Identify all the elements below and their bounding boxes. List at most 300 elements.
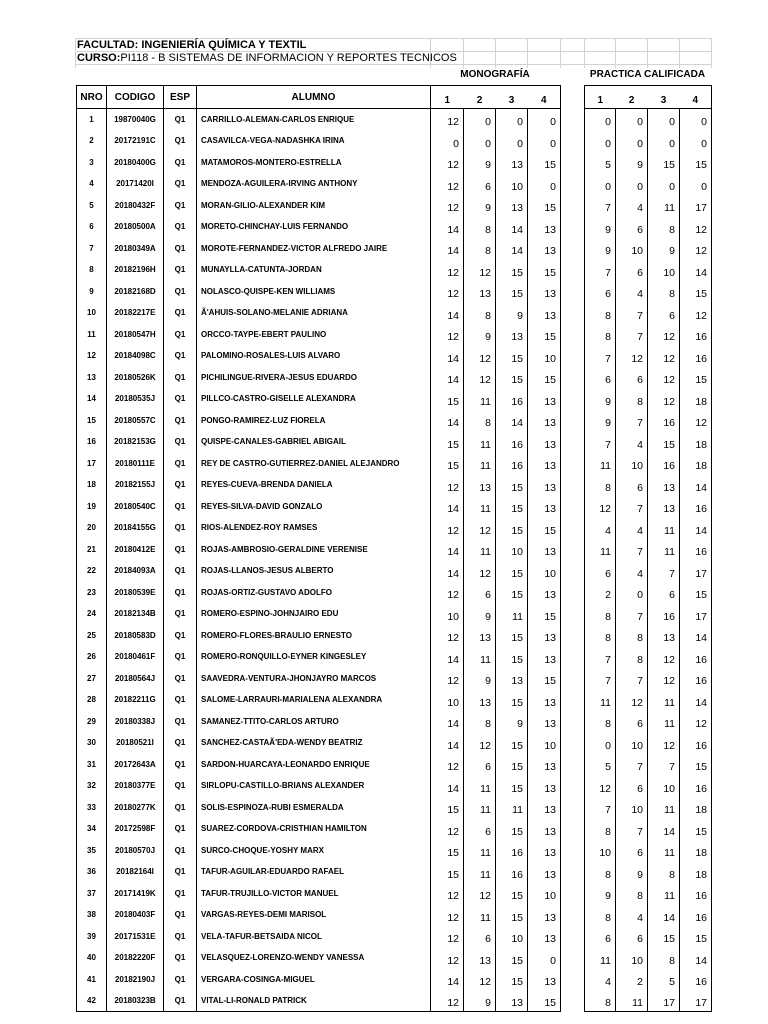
esp-cell: Q1: [164, 689, 197, 711]
practica-score-2: 7: [616, 324, 648, 346]
practica-score-2: 12: [616, 345, 648, 367]
practica-score-1: 8: [585, 861, 616, 883]
monografia-row: [431, 302, 561, 324]
monografia-score-3: 16: [496, 453, 528, 475]
student-row: [77, 883, 431, 905]
nro-cell: 1: [77, 109, 107, 131]
monografia-score-1: 15: [431, 861, 464, 883]
alumno-cell: MORETO-CHINCHAY-LUIS FERNANDO: [197, 216, 431, 238]
practica-row: [585, 345, 712, 367]
nro-cell: 26: [77, 646, 107, 668]
esp-cell: Q1: [164, 517, 197, 539]
monografia-row: [431, 238, 561, 260]
monografia-row: [431, 517, 561, 539]
student-row: [77, 431, 431, 453]
alumno-cell: MATAMOROS-MONTERO-ESTRELLA: [197, 152, 431, 174]
monografia-row: [431, 990, 561, 1012]
practica-score-2: 4: [616, 904, 648, 926]
practica-score-4: 15: [680, 152, 712, 174]
prac-col-4: 4: [680, 86, 712, 109]
nro-cell: 36: [77, 861, 107, 883]
monografia-score-3: 13: [496, 195, 528, 217]
esp-cell: Q1: [164, 560, 197, 582]
monografia-score-2: 13: [464, 947, 496, 969]
practica-score-1: 0: [585, 130, 616, 152]
practica-row: [585, 560, 712, 582]
col-alumno: ALUMNO: [197, 86, 431, 109]
practica-row: [585, 969, 712, 991]
student-row: [77, 969, 431, 991]
monografia-score-3: 15: [496, 883, 528, 905]
faculty-line: [77, 39, 306, 51]
monografia-score-4: 0: [528, 947, 561, 969]
codigo-cell: 20180338J: [107, 711, 164, 733]
practica-score-1: 0: [585, 732, 616, 754]
monografia-row: [431, 840, 561, 862]
esp-cell: Q1: [164, 324, 197, 346]
practica-score-3: 12: [648, 345, 680, 367]
monografia-row: [431, 496, 561, 518]
monografia-score-3: 15: [496, 496, 528, 518]
alumno-cell: MUNAYLLA-CATUNTA-JORDAN: [197, 259, 431, 281]
monografia-score-4: 10: [528, 732, 561, 754]
student-row: [77, 238, 431, 260]
practica-score-4: 18: [680, 453, 712, 475]
monografia-score-4: 15: [528, 603, 561, 625]
practica-score-4: 16: [680, 904, 712, 926]
practica-score-2: 10: [616, 238, 648, 260]
practica-row: [585, 173, 712, 195]
student-table: [76, 85, 431, 1012]
monografia-score-3: 15: [496, 818, 528, 840]
practica-score-1: 12: [585, 775, 616, 797]
practica-score-4: 17: [680, 195, 712, 217]
practica-score-2: 0: [616, 582, 648, 604]
monografia-row: [431, 539, 561, 561]
practica-score-1: 5: [585, 754, 616, 776]
codigo-cell: 20180570J: [107, 840, 164, 862]
practica-score-4: 12: [680, 238, 712, 260]
practica-score-3: 16: [648, 410, 680, 432]
monografia-score-3: 15: [496, 281, 528, 303]
codigo-cell: 20171420I: [107, 173, 164, 195]
monografia-score-3: 16: [496, 840, 528, 862]
monografia-row: [431, 754, 561, 776]
practica-score-3: 0: [648, 173, 680, 195]
practica-score-3: 12: [648, 388, 680, 410]
practica-score-4: 15: [680, 926, 712, 948]
practica-score-3: 5: [648, 969, 680, 991]
monografia-header-row: [431, 86, 561, 109]
practica-score-3: 13: [648, 496, 680, 518]
monografia-score-3: 15: [496, 969, 528, 991]
esp-cell: Q1: [164, 840, 197, 862]
monografia-score-4: 13: [528, 904, 561, 926]
practica-score-1: 0: [585, 109, 616, 131]
monografia-row: [431, 281, 561, 303]
student-row: [77, 517, 431, 539]
practica-score-4: 15: [680, 754, 712, 776]
alumno-cell: MOROTE-FERNANDEZ-VICTOR ALFREDO JAIRE: [197, 238, 431, 260]
esp-cell: Q1: [164, 388, 197, 410]
monografia-score-4: 13: [528, 689, 561, 711]
practica-score-4: 16: [680, 969, 712, 991]
esp-cell: Q1: [164, 754, 197, 776]
practica-row: [585, 689, 712, 711]
practica-score-2: 7: [616, 302, 648, 324]
nro-cell: 31: [77, 754, 107, 776]
monografia-row: [431, 195, 561, 217]
practica-score-3: 7: [648, 754, 680, 776]
monografia-score-1: 12: [431, 883, 464, 905]
esp-cell: Q1: [164, 431, 197, 453]
student-row: [77, 926, 431, 948]
monografia-score-1: 10: [431, 603, 464, 625]
practica-row: [585, 539, 712, 561]
esp-cell: Q1: [164, 969, 197, 991]
monografia-score-3: 15: [496, 689, 528, 711]
student-row: [77, 711, 431, 733]
monografia-row: [431, 410, 561, 432]
esp-cell: Q1: [164, 259, 197, 281]
student-row: [77, 797, 431, 819]
student-row: [77, 990, 431, 1012]
practica-score-3: 6: [648, 582, 680, 604]
alumno-cell: ROMERO-RONQUILLO-EYNER KINGESLEY: [197, 646, 431, 668]
practica-row: [585, 883, 712, 905]
student-row: [77, 195, 431, 217]
grid-line: [75, 38, 76, 68]
practica-score-1: 8: [585, 603, 616, 625]
monografia-score-1: 14: [431, 496, 464, 518]
practica-score-2: 4: [616, 560, 648, 582]
nro-cell: 3: [77, 152, 107, 174]
nro-cell: 40: [77, 947, 107, 969]
student-row: [77, 496, 431, 518]
esp-cell: Q1: [164, 539, 197, 561]
student-row: [77, 453, 431, 475]
esp-cell: Q1: [164, 410, 197, 432]
monografia-score-1: 12: [431, 474, 464, 496]
practica-score-1: 5: [585, 152, 616, 174]
monografia-score-1: 14: [431, 732, 464, 754]
monografia-row: [431, 431, 561, 453]
codigo-cell: 20182196H: [107, 259, 164, 281]
practica-row: [585, 732, 712, 754]
practica-score-3: 0: [648, 130, 680, 152]
practica-row: [585, 990, 712, 1012]
monografia-score-2: 8: [464, 216, 496, 238]
nro-cell: 29: [77, 711, 107, 733]
practica-row: [585, 818, 712, 840]
practica-score-3: 12: [648, 324, 680, 346]
practica-score-3: 10: [648, 775, 680, 797]
nro-cell: 5: [77, 195, 107, 217]
monografia-score-1: 12: [431, 947, 464, 969]
practica-score-4: 16: [680, 646, 712, 668]
practica-score-1: 6: [585, 560, 616, 582]
alumno-cell: QUISPE-CANALES-GABRIEL ABIGAIL: [197, 431, 431, 453]
codigo-cell: 20180557C: [107, 410, 164, 432]
student-row: [77, 689, 431, 711]
monografia-score-1: 14: [431, 302, 464, 324]
grid-line: [615, 38, 616, 68]
practica-score-1: 11: [585, 539, 616, 561]
monografia-score-3: 10: [496, 926, 528, 948]
monografia-score-4: 13: [528, 453, 561, 475]
monografia-score-2: 11: [464, 496, 496, 518]
monografia-row: [431, 367, 561, 389]
monografia-score-4: 13: [528, 646, 561, 668]
student-row: [77, 603, 431, 625]
monografia-score-4: 13: [528, 818, 561, 840]
practica-row: [585, 388, 712, 410]
practica-score-3: 14: [648, 818, 680, 840]
monografia-score-2: 13: [464, 474, 496, 496]
monografia-score-2: 11: [464, 388, 496, 410]
monografia-score-4: 13: [528, 775, 561, 797]
practica-score-1: 9: [585, 883, 616, 905]
practica-header-row: [585, 86, 712, 109]
practica-score-1: 8: [585, 711, 616, 733]
monografia-score-3: 15: [496, 259, 528, 281]
monografia-row: [431, 818, 561, 840]
student-row: [77, 474, 431, 496]
monografia-row: [431, 603, 561, 625]
practica-score-4: 14: [680, 689, 712, 711]
practica-score-2: 4: [616, 517, 648, 539]
monografia-score-3: 15: [496, 560, 528, 582]
nro-cell: 28: [77, 689, 107, 711]
practica-score-4: 0: [680, 109, 712, 131]
practica-score-4: 15: [680, 281, 712, 303]
student-row: [77, 302, 431, 324]
practica-score-4: 17: [680, 990, 712, 1012]
alumno-cell: ROJAS-LLANOS-JESUS ALBERTO: [197, 560, 431, 582]
monografia-score-3: 11: [496, 797, 528, 819]
student-row: [77, 625, 431, 647]
monografia-score-4: 0: [528, 109, 561, 131]
monografia-score-4: 13: [528, 410, 561, 432]
mono-col-3: 3: [496, 86, 528, 109]
practica-score-2: 0: [616, 130, 648, 152]
practica-score-1: 7: [585, 259, 616, 281]
practica-score-1: 8: [585, 625, 616, 647]
practica-score-3: 15: [648, 152, 680, 174]
monografia-score-1: 12: [431, 259, 464, 281]
monografia-score-2: 6: [464, 754, 496, 776]
monografia-row: [431, 883, 561, 905]
practica-score-1: 7: [585, 431, 616, 453]
alumno-cell: SUAREZ-CORDOVA-CRISTHIAN HAMILTON: [197, 818, 431, 840]
student-header-row: [77, 86, 431, 109]
monografia-score-2: 12: [464, 883, 496, 905]
practica-score-4: 18: [680, 840, 712, 862]
practica-score-3: 11: [648, 539, 680, 561]
practica-row: [585, 797, 712, 819]
practica-score-3: 11: [648, 689, 680, 711]
monografia-score-1: 12: [431, 517, 464, 539]
practica-row: [585, 603, 712, 625]
alumno-cell: REY DE CASTRO-GUTIERREZ-DANIEL ALEJANDRO: [197, 453, 431, 475]
student-row: [77, 539, 431, 561]
monografia-score-4: 0: [528, 130, 561, 152]
nro-cell: 11: [77, 324, 107, 346]
alumno-cell: PICHILINGUE-RIVERA-JESUS EDUARDO: [197, 367, 431, 389]
practica-score-3: 15: [648, 431, 680, 453]
monografia-score-3: 14: [496, 238, 528, 260]
esp-cell: Q1: [164, 582, 197, 604]
student-row: [77, 754, 431, 776]
practica-score-2: 7: [616, 754, 648, 776]
esp-cell: Q1: [164, 152, 197, 174]
monografia-score-4: 13: [528, 496, 561, 518]
practica-row: [585, 947, 712, 969]
monografia-score-1: 12: [431, 926, 464, 948]
practica-score-4: 15: [680, 367, 712, 389]
practica-score-4: 18: [680, 797, 712, 819]
codigo-cell: 20180323B: [107, 990, 164, 1012]
course-label: CURSO:: [77, 52, 121, 64]
monografia-score-3: 15: [496, 904, 528, 926]
practica-row: [585, 926, 712, 948]
practica-score-1: 8: [585, 474, 616, 496]
alumno-cell: VELA-TAFUR-BETSAIDA NICOL: [197, 926, 431, 948]
monografia-row: [431, 582, 561, 604]
practica-score-3: 13: [648, 625, 680, 647]
course-value: PI118 - B SISTEMAS DE INFORMACION Y REPORTES TECNICOS: [120, 52, 457, 64]
alumno-cell: ROMERO-ESPINO-JOHNJAIRO EDU: [197, 603, 431, 625]
monografia-score-1: 12: [431, 818, 464, 840]
practica-score-1: 11: [585, 453, 616, 475]
monografia-score-2: 12: [464, 969, 496, 991]
codigo-cell: 20182211G: [107, 689, 164, 711]
codigo-cell: 20180535J: [107, 388, 164, 410]
monografia-score-2: 13: [464, 625, 496, 647]
monografia-score-3: 13: [496, 990, 528, 1012]
codigo-cell: 20184093A: [107, 560, 164, 582]
practica-score-3: 6: [648, 302, 680, 324]
practica-score-2: 6: [616, 216, 648, 238]
codigo-cell: 20172191C: [107, 130, 164, 152]
codigo-cell: 20180111E: [107, 453, 164, 475]
nro-cell: 25: [77, 625, 107, 647]
esp-cell: Q1: [164, 711, 197, 733]
student-row: [77, 560, 431, 582]
monografia-row: [431, 152, 561, 174]
practica-score-2: 10: [616, 732, 648, 754]
course-line: [77, 52, 457, 64]
monografia-row: [431, 345, 561, 367]
practica-score-3: 7: [648, 560, 680, 582]
monografia-score-1: 12: [431, 990, 464, 1012]
practica-score-4: 16: [680, 775, 712, 797]
monografia-score-3: 15: [496, 345, 528, 367]
student-row: [77, 324, 431, 346]
practica-score-2: 8: [616, 646, 648, 668]
alumno-cell: MENDOZA-AGUILERA-IRVING ANTHONY: [197, 173, 431, 195]
practica-score-4: 0: [680, 173, 712, 195]
practica-score-2: 10: [616, 797, 648, 819]
alumno-cell: VITAL-LI-RONALD PATRICK: [197, 990, 431, 1012]
prac-col-2: 2: [616, 86, 648, 109]
monografia-row: [431, 130, 561, 152]
practica-score-2: 0: [616, 109, 648, 131]
esp-cell: Q1: [164, 281, 197, 303]
monografia-score-1: 12: [431, 173, 464, 195]
alumno-cell: PALOMINO-ROSALES-LUIS ALVARO: [197, 345, 431, 367]
esp-cell: Q1: [164, 646, 197, 668]
practica-score-2: 10: [616, 453, 648, 475]
codigo-cell: 20182190J: [107, 969, 164, 991]
practica-score-2: 9: [616, 861, 648, 883]
codigo-cell: 20180400G: [107, 152, 164, 174]
mono-col-4: 4: [528, 86, 561, 109]
alumno-cell: NOLASCO-QUISPE-KEN WILLIAMS: [197, 281, 431, 303]
prac-col-3: 3: [648, 86, 680, 109]
practica-score-1: 6: [585, 367, 616, 389]
alumno-cell: REYES-CUEVA-BRENDA DANIELA: [197, 474, 431, 496]
practica-score-1: 4: [585, 969, 616, 991]
monografia-score-3: 15: [496, 367, 528, 389]
practica-score-2: 6: [616, 259, 648, 281]
nro-cell: 27: [77, 668, 107, 690]
esp-cell: Q1: [164, 668, 197, 690]
practica-score-4: 14: [680, 474, 712, 496]
monografia-score-2: 13: [464, 689, 496, 711]
practica-score-4: 18: [680, 431, 712, 453]
monografia-row: [431, 861, 561, 883]
col-codigo: CODIGO: [107, 86, 164, 109]
practica-score-1: 9: [585, 238, 616, 260]
monografia-score-3: 13: [496, 324, 528, 346]
monografia-score-3: 15: [496, 947, 528, 969]
alumno-cell: SARDON-HUARCAYA-LEONARDO ENRIQUE: [197, 754, 431, 776]
alumno-cell: MORAN-GILIO-ALEXANDER KIM: [197, 195, 431, 217]
practica-row: [585, 281, 712, 303]
alumno-cell: ROJAS-ORTIZ-GUSTAVO ADOLFO: [197, 582, 431, 604]
practica-score-4: 15: [680, 582, 712, 604]
monografia-score-1: 15: [431, 840, 464, 862]
practica-score-3: 8: [648, 947, 680, 969]
practica-score-3: 15: [648, 926, 680, 948]
student-row: [77, 109, 431, 131]
alumno-cell: ROJAS-AMBROSIO-GERALDINE VERENISE: [197, 539, 431, 561]
practica-row: [585, 861, 712, 883]
monografia-score-3: 0: [496, 130, 528, 152]
codigo-cell: 20171419K: [107, 883, 164, 905]
practica-score-1: 9: [585, 216, 616, 238]
practica-score-3: 9: [648, 238, 680, 260]
codigo-cell: 20180277K: [107, 797, 164, 819]
esp-cell: Q1: [164, 990, 197, 1012]
esp-cell: Q1: [164, 474, 197, 496]
alumno-cell: PONGO-RAMIREZ-LUZ FIORELA: [197, 410, 431, 432]
codigo-cell: 20182134B: [107, 603, 164, 625]
monografia-row: [431, 216, 561, 238]
alumno-cell: SANCHEZ-CASTAÃ'EDA-WENDY BEATRIZ: [197, 732, 431, 754]
monografia-score-1: 12: [431, 904, 464, 926]
monografia-score-3: 16: [496, 388, 528, 410]
monografia-score-1: 10: [431, 689, 464, 711]
monografia-score-2: 6: [464, 926, 496, 948]
practica-score-4: 16: [680, 345, 712, 367]
practica-score-3: 11: [648, 711, 680, 733]
monografia-score-3: 15: [496, 582, 528, 604]
practica-score-1: 7: [585, 668, 616, 690]
practica-score-1: 8: [585, 324, 616, 346]
monografia-score-4: 15: [528, 990, 561, 1012]
